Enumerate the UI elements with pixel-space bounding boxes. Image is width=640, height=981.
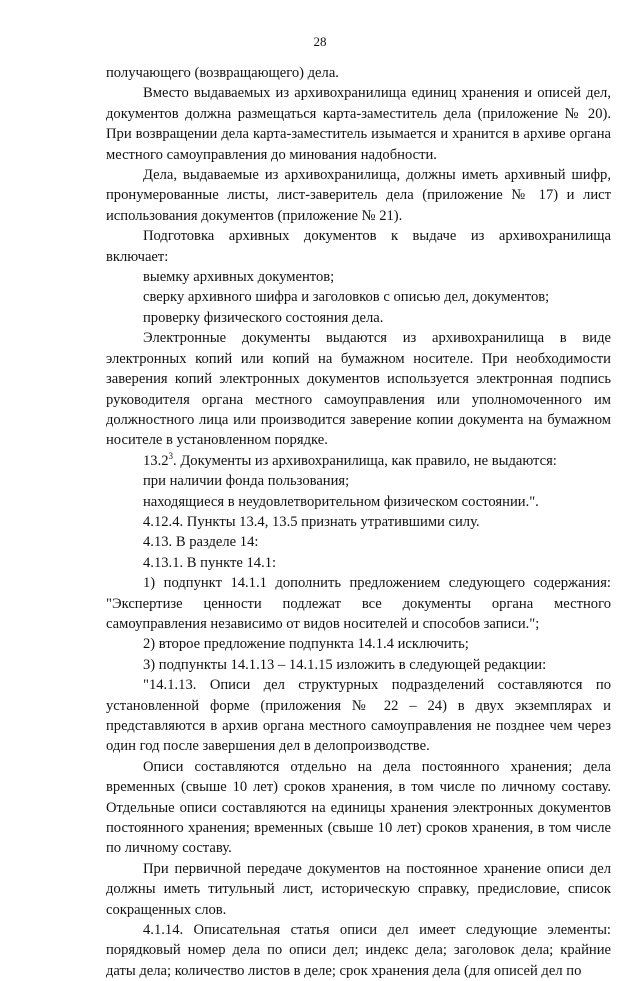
list-item: проверку физического состояния дела. (143, 309, 384, 326)
paragraph: Подготовка архивных документов к выдаче из архивохранилища включает: (106, 228, 611, 265)
paragraph: 4.12.4. Пункты 13.4, 13.5 признать утратившими силу. (143, 513, 480, 530)
paragraph: Дела, выдаваемые из архивохранилища, должны иметь архивный шифр, пронумерованные листы, лист-заверитель дела (приложение № 17) и лист использования документов (приложение № 21). (106, 167, 611, 224)
paragraph: Описи составляются отдельно на дела постоянного хранения; дела временных (свыше 10 лет) сроков хранения, в том числе по личному составу. Отдельные описи составляются на единицы хранения электронных документов постоянного хранения; временных (свыше 10 лет) сроков хранения, в том числе по личному составу. (106, 758, 611, 857)
item-superscript: 3 (168, 450, 174, 461)
list-item: находящиеся в неудовлетворительном физическом состоянии.". (143, 493, 539, 510)
paragraph: Вместо выдаваемых из архивохранилища единиц хранения и описей дел, документов должна размещаться карта-заместитель дела (приложение № 20). При возвращении дела карта-заместитель изымается и хранится в архиве органа местного самоуправления до минования надобности. (106, 85, 611, 163)
paragraph: "14.1.13. Описи дел структурных подразделений составляются по установленной форме (приложения № 22 – 24) в двух экземплярах и представляются в архив органа местного самоуправления не позднее чем через один год после завершения дел в делопроизводстве. (106, 677, 611, 755)
paragraph-13-2 (106, 451, 611, 471)
list-item: сверку архивного шифра и заголовков с описью дел, документов; (143, 289, 550, 306)
paragraph: 4.13.1. В пункте 14.1: (143, 554, 277, 571)
paragraph: При первичной передаче документов на постоянное хранение описи дел должны иметь титульный лист, историческую справку, предисловие, список сокращенных слов. (106, 860, 611, 918)
page-number: 28 (313, 34, 327, 49)
paragraph: Электронные документы выдаются из архивохранилища в виде электронных копий или копий на бумажном носителе. При необходимости заверения копий электронных документов используется электронная подпись руководителя органа местного самоуправления или уполномоченного им должностного лица или производится заверение копии документа на бумажном носителе в установленном порядке. (106, 330, 611, 449)
item-text: . Документы из архивохранилища, как правило, не выдаются: (173, 452, 557, 469)
paragraph: 2) второе предложение подпункта 14.1.4 исключить; (143, 636, 469, 653)
paragraph: получающего (возвращающего) дела. (106, 65, 339, 81)
list-item: выемку архивных документов; (143, 269, 335, 286)
paragraph: 1) подпункт 14.1.1 дополнить предложением следующего содержания: "Экспертизе ценности подлежат все документы органа местного самоуправления независимо от видов носителей и способов записи."; (106, 575, 611, 632)
paragraph: 4.13. В разделе 14: (143, 534, 259, 551)
document-body (106, 63, 611, 981)
paragraph: 4.1.14. Описательная статья описи дел имеет следующие элементы: порядковый номер дела по описи дел; индекс дела; заголовок дела; крайние даты дела; количество листов в деле; срок хранения дела (для описей дел по (106, 922, 611, 979)
item-number: 13.2 (143, 452, 169, 469)
list-item: при наличии фонда пользования; (143, 473, 350, 490)
paragraph: 3) подпункты 14.1.13 – 14.1.15 изложить в следующей редакции: (143, 656, 547, 673)
